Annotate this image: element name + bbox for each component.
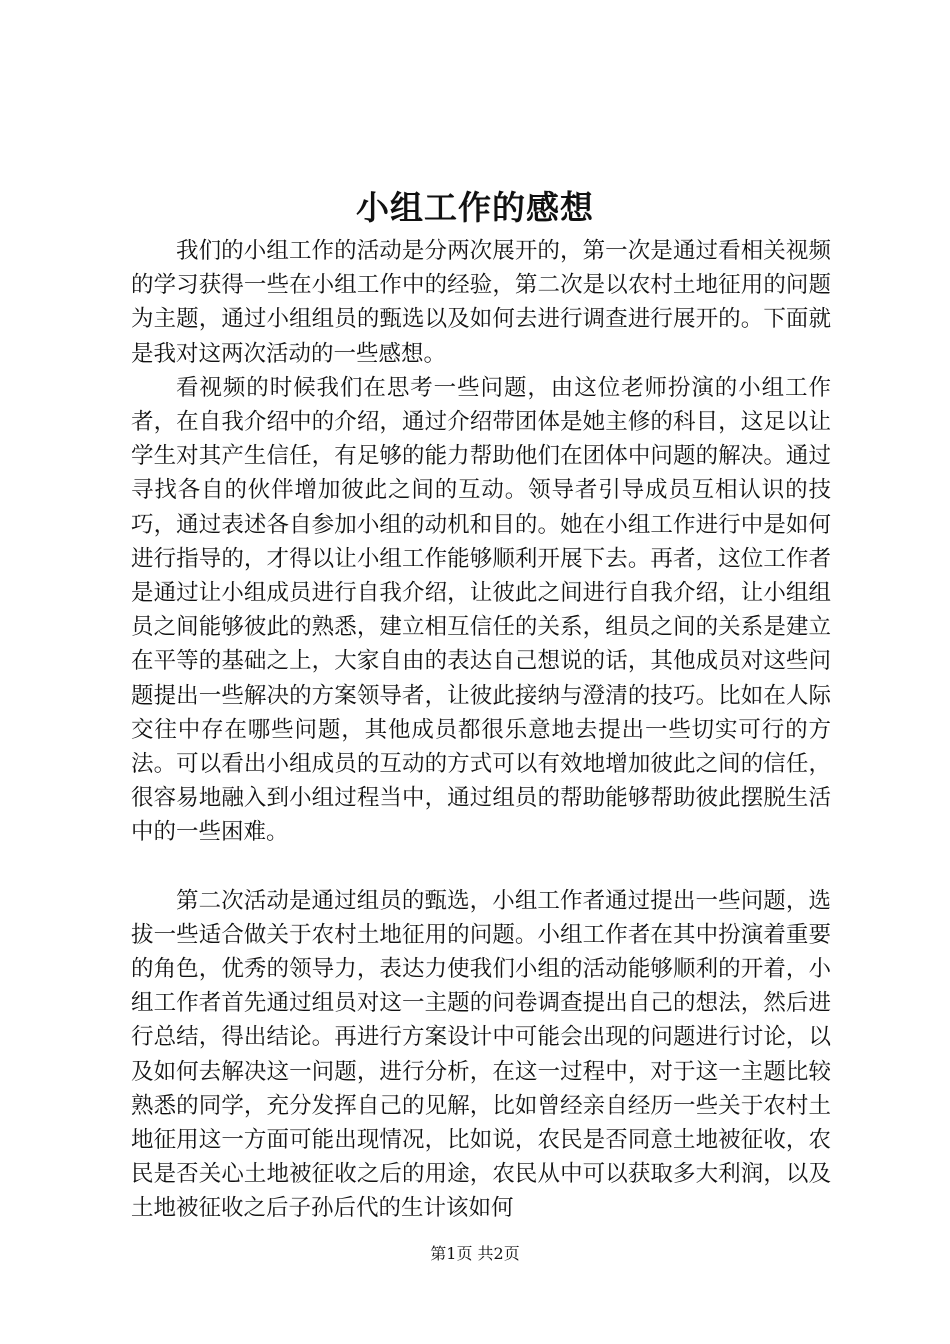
document-body — [131, 234, 831, 1226]
document-title: 小组工作的感想 — [356, 188, 594, 227]
paragraph-2: 看视频的时候我们在思考一些问题，由这位老师扮演的小组工作者，在自我介绍中的介绍，通过介绍带团体是她主修的科目，这足以让学生对其产生信任，有足够的能力帮助他们在团体中问题的解决。通过寻找各自的伙伴增加彼此之间的互动。领导者引导成员互相认识的技巧，通过表述各自参加小组的动机和目的。她在小组工作进行中是如何进行指导的，才得以让小组工作能够顺利开展下去。再者，这位工作者是通过让小组成员进行自我介绍，让彼此之间进行自我介绍，让小组组员之间能够彼此的熟悉，建立相互信任的关系，组员之间的关系是建立在平等的基础之上，大家自由的表达自己想说的话，其他成员对这些问题提出一些解决的方案领导者，让彼此接纳与澄清的技巧。比如在人际交往中存在哪些问题，其他成员都很乐意地去提出一些切实可行的方法。可以看出小组成员的互动的方式可以有效地增加彼此之间的信任，很容易地融入到小组过程当中，通过组员的帮助能够帮助彼此摆脱生活中的一些困难。 — [131, 374, 831, 846]
paragraph-gap — [131, 850, 831, 884]
paragraph-3: 第二次活动是通过组员的甄选，小组工作者通过提出一些问题，选拔一些适合做关于农村土地征用的问题。小组工作者在其中扮演着重要的角色，优秀的领导力，表达力使我们小组的活动能够顺利的开着，小组工作者首先通过组员对这一主题的问卷调查提出自己的想法，然后进行总结，得出结论。再进行方案设计中可能会出现的问题进行讨论，以及如何去解决这一问题，进行分析，在这一过程中，对于这一主题比较熟悉的同学，充分发挥自己的见解，比如曾经亲自经历一些关于农村土地征用这一方面可能出现情况，比如说，农民是否同意土地被征收，农民是否关心土地被征收之后的用途，农民从中可以获取多大利润，以及土地被征收之后子孙后代的生计该如何 — [131, 887, 831, 1222]
page-footer: 第1页 共2页 — [430, 1244, 520, 1263]
paragraph-1: 我们的小组工作的活动是分两次展开的，第一次是通过看相关视频的学习获得一些在小组工作中的经验，第二次是以农村土地征用的问题为主题，通过小组组员的甄选以及如何去进行调查进行展开的。下面就是我对这两次活动的一些感想。 — [131, 238, 831, 367]
